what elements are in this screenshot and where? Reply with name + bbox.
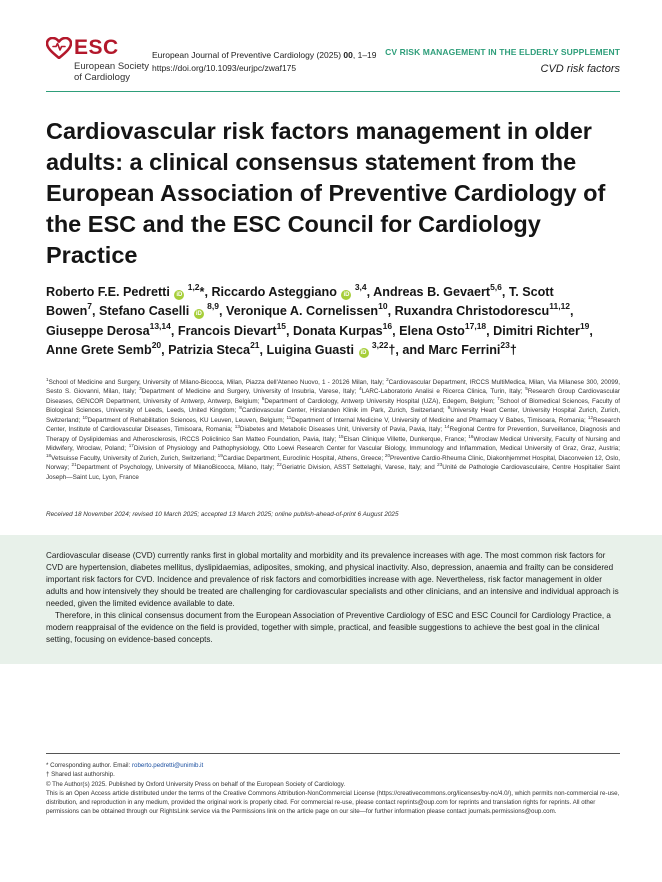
affiliation-text: Wroclaw Medical University, Faculty of Nursing and Midwifery, Wroclaw, Poland; bbox=[46, 435, 620, 453]
affiliation-number: 15 bbox=[338, 433, 344, 439]
orcid-icon[interactable]: iD bbox=[195, 311, 202, 318]
author[interactable] bbox=[493, 320, 590, 338]
author-name: Elena Osto bbox=[399, 323, 465, 338]
author-affiliation-ref: 8,9 bbox=[204, 301, 219, 312]
copyright-note: © The Author(s) 2025. Published by Oxford University Press on behalf of the European Society of Cardiology. bbox=[46, 781, 346, 788]
author-name: Anne Grete Semb bbox=[46, 343, 152, 358]
author-affiliation-ref: 5,6 bbox=[490, 281, 502, 292]
logo-abbreviation: ESC bbox=[74, 36, 119, 59]
affiliation-text: Research Center, Institute of Cardiovascular Diseases, Timisoara, Romania; bbox=[46, 416, 620, 434]
author-affiliation-ref: 3,4 bbox=[352, 281, 367, 292]
author-name: Dimitri Richter bbox=[493, 323, 580, 338]
esc-logo[interactable] bbox=[46, 37, 156, 81]
journal-year: (2025) bbox=[316, 50, 342, 60]
abstract-paragraph-2: Therefore, in this clinical consensus document from the European Association of Preventive Cardiology of ESC and ESC Council for Cardiology Practice, a modern reappraisal of the evidence on the field is provided, together with simple, practical, and feasible suggestions to achieve the best goal in the clinical setting, focusing on evidence-based concepts. bbox=[46, 611, 611, 645]
affiliation-text: Department of Medicine and Surgery, University of Insubria, Varese, Italy; bbox=[141, 388, 357, 396]
logo-name-line2: of Cardiology bbox=[74, 72, 130, 83]
author-affiliation-ref: 23 bbox=[500, 340, 510, 351]
author-name: Roberto F.E. Pedretti bbox=[46, 285, 170, 299]
author-affiliation-ref: 15 bbox=[276, 320, 287, 331]
affiliation-number: 6 bbox=[261, 395, 265, 401]
author[interactable] bbox=[168, 340, 260, 358]
author[interactable] bbox=[46, 320, 171, 338]
affiliation-text: Cardiovascular Center, Hirslanden Klinik im Park, Zurich, Switzerland; bbox=[241, 407, 445, 415]
author-affiliation-ref: 19 bbox=[579, 320, 590, 331]
affiliation-text: Research Group Cardiovascular Diseases, GENCOR Department, University of Antwerp, Antwerp, Belgium; bbox=[46, 388, 621, 405]
author-affiliation-ref: 1,2 bbox=[185, 281, 200, 292]
affiliation-number: 16 bbox=[468, 433, 474, 439]
journal-pages: , 1–19 bbox=[352, 50, 377, 60]
author-name: T. Scott Bowen bbox=[46, 285, 554, 319]
author-name: Veronique A. Cornelissen bbox=[226, 304, 379, 319]
orcid-icon[interactable]: iD bbox=[343, 292, 350, 298]
author-name: Andreas B. Gevaert bbox=[373, 285, 491, 299]
affiliation-text: Elsan Clinique Villette, Dunkerque, France; bbox=[343, 435, 466, 443]
affiliation-text: Department of Cardiology, Antwerp University Hospital (UZA), Edegem, Belgium; bbox=[264, 397, 495, 405]
affiliation-number: 4 bbox=[359, 386, 362, 392]
author[interactable] bbox=[394, 301, 571, 319]
author[interactable] bbox=[226, 301, 388, 319]
author-affiliation-ref: 13,14 bbox=[149, 320, 171, 331]
author-affiliation-ref: 10 bbox=[378, 301, 388, 312]
author-affiliation-ref: 20 bbox=[151, 340, 162, 351]
affiliation-text: University Heart Center, University Hospital Zurich, Zurich, Switzerland; bbox=[46, 407, 621, 424]
affiliation-text: School of Biomedical Sciences, Faculty of Biological Sciences, University of Leeds, Leeds, United Kingdom; bbox=[46, 397, 621, 415]
affiliation-text: School of Medicine and Surgery, University of Milano-Bicocca, Milan, Piazza dell'Ateneo Nuovo, 1 - 20126 Milan, Italy; bbox=[48, 379, 384, 386]
affiliation-text: Department of Psychology, University of MilanoBicocca, Milano, Italy; bbox=[76, 464, 275, 472]
affiliation-text: Unité de Pathologie Cardiovasculaire, Centre Hospitalier Saint Joseph—Saint Luc, Lyon, France bbox=[46, 464, 621, 481]
author-affiliation-ref: 7 bbox=[87, 301, 93, 312]
affiliation-number: 10 bbox=[82, 414, 88, 420]
affiliation-number: 8 bbox=[239, 405, 242, 411]
affiliation-text: Geriatric Division, ASST Settelaghi, Varese, Italy; and bbox=[281, 464, 435, 472]
affiliation-number: 19 bbox=[217, 452, 223, 458]
page-header bbox=[0, 0, 662, 92]
author-name: Stefano Caselli bbox=[99, 304, 190, 319]
corresponding-author-note bbox=[46, 761, 620, 770]
affiliation-number: 3 bbox=[139, 386, 142, 392]
header-divider bbox=[46, 91, 620, 92]
affiliation-text: Department of Internal Medicine V, University of Medicine and Pharmacy V Babes, Timisoara, Romania; bbox=[291, 416, 586, 424]
affiliation-text: Preventive Cardio-Rheuma Clinic, Diakonhjemmet Hospital, Diaconveien 12, Oslo, Norway; bbox=[46, 454, 621, 472]
author[interactable] bbox=[293, 320, 393, 338]
author-name: Donata Kurpas bbox=[293, 323, 383, 338]
author[interactable] bbox=[177, 320, 287, 338]
author-list: Roberto F.E. Pedretti iD $^{1,2}$*, Riccardo Asteggiano iD $^{3,4}$, Andreas B. Gevaert$^{5,6}$, T. Scott Bowen$^7$, Stefano Caselli iD $^{8,9}$, Veronique A. Cornelissen$^{10}$, Ruxandra Christodorescu$^{11,12}$, Giuseppe Derosa$^{13,14}$, Francois Dievart$^{15}$, Donata Kurpas$^{16}$, Elena Osto$^{17,18}$, Dimitri Richter$^{19}$, Anne Grete Semb$^{20}$, Patrizia Steca$^{21}$, Luigina Guasti iD $^{3,22}$†, and Marc Ferrini$^{23}$† bbox=[46, 281, 593, 358]
author-mark: † bbox=[509, 343, 517, 358]
corresponding-prefix: * Corresponding author. Email: bbox=[46, 762, 132, 769]
affiliation-number: 5 bbox=[525, 386, 528, 392]
author[interactable] bbox=[428, 340, 517, 358]
affiliation-text: Regional Centre for Prevention, Surveillance, Diagnosis and Therapy of Dyslipidemias and Atherosclerosis, IRCCS Policlinico San Matteo Foundation, Pavia, Italy; bbox=[46, 426, 620, 443]
author-name: Giuseppe Derosa bbox=[46, 323, 150, 338]
shared-authorship-note: † Shared last authorship. bbox=[46, 771, 115, 778]
author[interactable] bbox=[373, 281, 502, 299]
heart-logo-icon bbox=[46, 37, 72, 59]
affiliation-number: 2 bbox=[386, 376, 389, 382]
affiliation-number: 21 bbox=[71, 461, 77, 467]
affiliations bbox=[46, 378, 620, 482]
journal-citation bbox=[152, 50, 377, 61]
author-affiliation-ref: 11,12 bbox=[549, 301, 571, 312]
author[interactable] bbox=[399, 320, 487, 338]
section-subtitle: CVD risk factors bbox=[540, 63, 620, 75]
author[interactable] bbox=[99, 301, 219, 319]
author-mark: * bbox=[199, 285, 205, 299]
author-affiliation-ref: 16 bbox=[382, 320, 393, 331]
abstract-paragraph-1: Cardiovascular disease (CVD) currently ranks first in global mortality and morbidity and its prevalence increases with age. The most common risk factors for CVD are hypertension, diabetes mellitus, dyslipidaemias, adiposites, smoking, and physical inactivity. Also, depression, anaemia and frailty can be considered important risk factors for CVD. Incidence and prevalence of risk factors and comorbidities increase with age. Nevertheless, risk factor management in older adults and how intensively they should be treated are challenging for cardiovascular specialists and other clinicians, and an intensive and individual approach is needed, given the limited evidence available to date. bbox=[46, 551, 619, 609]
author[interactable] bbox=[46, 340, 162, 358]
section-label: CV RISK MANAGEMENT IN THE ELDERLY SUPPLEMENT bbox=[385, 47, 620, 57]
logo-name-line1: European Society bbox=[74, 61, 149, 72]
affiliation-number: 17 bbox=[128, 443, 134, 449]
affiliation-text: LARC-Laboratorio Analisi e Ricerca Clinica, Turin, Italy; bbox=[361, 388, 523, 396]
license-note: This is an Open Access article distributed under the terms of the Creative Commons Attribution-NonCommercial License (https://creativecommons.org/licenses/by-nc/4.0/), which permits non-commercial re-use, distribution, and reproduction in any medium, provided the original work is properly cited. For commercial re-use, please contact reprints@oup.com for reprints and translation rights for reprints. All other permissions can be obtained through our RightsLink service via the Permissions link on the article page on our site—for further information please contact journals.permissions@oup.com. bbox=[46, 790, 620, 816]
affiliation-number: 14 bbox=[444, 424, 450, 430]
orcid-icon[interactable]: iD bbox=[360, 350, 367, 357]
author-affiliation-ref: 21 bbox=[250, 340, 260, 351]
affiliation-number: 20 bbox=[384, 452, 391, 458]
affiliation-text: Diabetes and Metabolic Diseases Unit, University of Pavia, Pavia, Italy; bbox=[239, 426, 443, 434]
author-name: Marc Ferrini bbox=[428, 343, 501, 358]
affiliation-text: Vetsuisse Faculty, University of Zurich, Zurich, Switzerland; bbox=[51, 454, 216, 462]
author-mark: † bbox=[388, 343, 396, 358]
affiliation-number: 11 bbox=[286, 414, 292, 420]
footnote-divider bbox=[46, 753, 620, 754]
author-name: Francois Dievart bbox=[177, 323, 277, 338]
author-name: Luigina Guasti bbox=[266, 343, 354, 358]
affiliation-number: 12 bbox=[587, 414, 594, 420]
orcid-icon[interactable]: iD bbox=[176, 292, 183, 298]
author-name: Patrizia Steca bbox=[168, 343, 251, 358]
affiliation-text: Cardiovascular Department, IRCCS MultiMedica, Milan, Via Milanese 300, 20099, Sesto S. Giovanni, Milan, Italy; bbox=[46, 379, 621, 396]
affiliation-number: 13 bbox=[234, 424, 240, 430]
affiliation-number: 7 bbox=[497, 395, 500, 401]
author[interactable] bbox=[266, 340, 396, 358]
corresponding-email-link[interactable]: roberto.pedretti@unimib.it bbox=[131, 762, 204, 769]
author-name: Ruxandra Christodorescu bbox=[394, 304, 550, 319]
author[interactable] bbox=[46, 281, 205, 299]
affiliation-number: 18 bbox=[46, 452, 52, 458]
affiliation-number: 1 bbox=[46, 376, 49, 382]
received-dates: Received 18 November 2024; revised 10 March 2025; accepted 13 March 2025; online publish-ahead-of-print 6 August 2025 bbox=[46, 511, 399, 518]
doi-link[interactable]: https://doi.org/10.1093/eurjpc/zwaf175 bbox=[152, 63, 297, 73]
affiliation-number: 23 bbox=[437, 461, 443, 467]
author[interactable] bbox=[211, 281, 367, 299]
author-name: Riccardo Asteggiano bbox=[211, 285, 337, 299]
affiliation-text: Division of Physiology and Pathophysiology, Otto Loewi Research Center for Vascular Biology, Immunology and Inflammation, Medical University of Graz, Graz, Austria; bbox=[133, 445, 621, 453]
affiliation-number: 22 bbox=[276, 461, 282, 467]
affiliation-text: Department of Rehabilitation Sciences, KU Leuven, Leuven, Belgium; bbox=[87, 416, 285, 424]
affiliation-number: 9 bbox=[447, 405, 451, 411]
article-title: Cardiovascular risk factors management in older adults: a clinical consensus statement from the European Association of Preventive Cardiology of the ESC and the ESC Council for Cardiology Practice bbox=[46, 118, 606, 268]
affiliation-text: Cardiac Department, Euroclinic Hospital, Athens, Greece; bbox=[222, 454, 384, 462]
journal-name: European Journal of Preventive Cardiology bbox=[152, 50, 315, 60]
author-affiliation-ref: 17,18 bbox=[464, 320, 487, 331]
journal-volume: 00 bbox=[343, 50, 353, 60]
author-affiliation-ref: 3,22 bbox=[369, 340, 389, 351]
